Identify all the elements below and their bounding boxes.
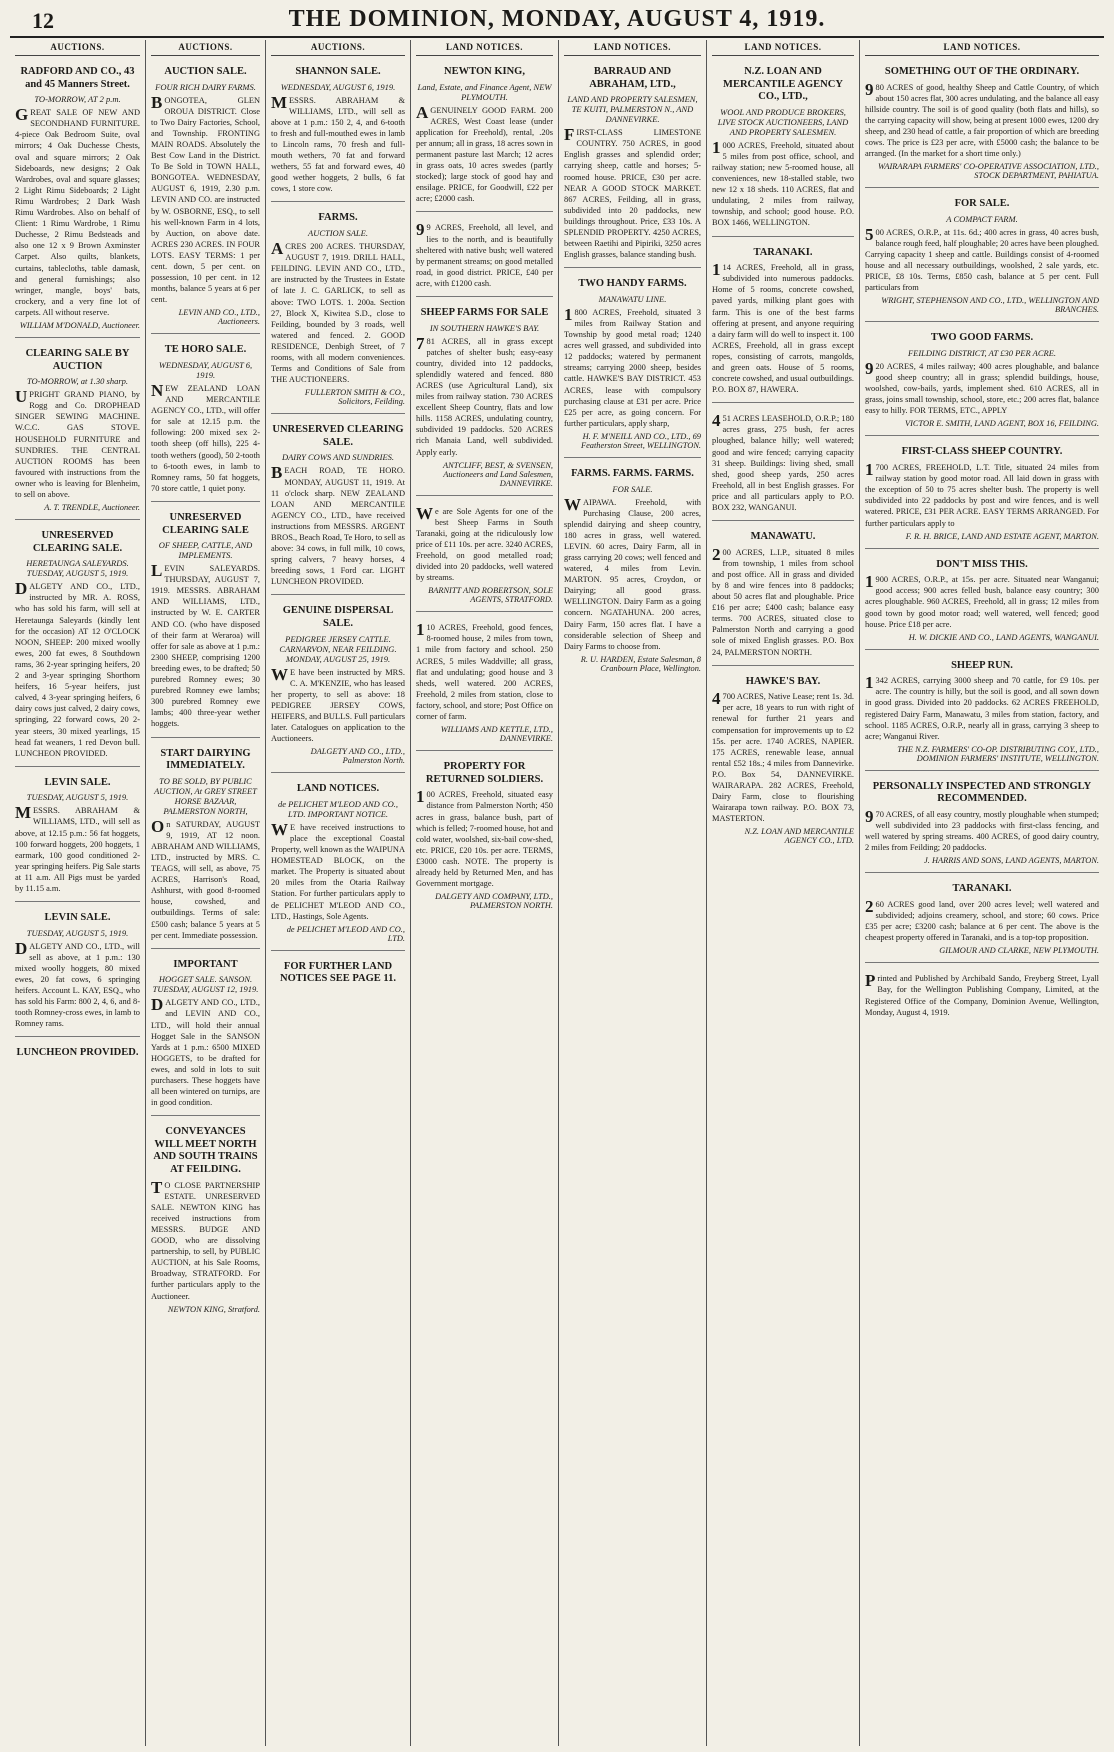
ad-body-text: WE have received instructions to place the exceptional Coastal Property, well known as the WAIPUNA HOMESTEAD BLOCK, on the market. The Property is situated about 20 miles from the Otaria Railway Station. For further particulars apply to de PELICHET M'LEOD AND CO., LTD., Hastings, Sole Agents.: [271, 819, 405, 921]
advertisement: [416, 502, 553, 613]
advertisement: [151, 1122, 260, 1320]
ad-body-text: AGENUINELY GOOD FARM. 200 ACRES, West Coast lease (under application for Freehold), rental, .20s per annum; all in grass, 18 acres sown in permanent pasture last March; 12 acres in grass oats, 10 acres swedes (partly stocked); large stock of good hay and ensilage. PRICE, for Goodwill, £22 per acre; £2000 cash.: [416, 102, 553, 204]
ad-headline: SOMETHING OUT OF THE ORDINARY.: [884, 66, 1080, 77]
ad-signature: LEVIN AND CO., LTD., Auctioneers.: [178, 308, 260, 327]
ad-headline: TARANAKI.: [753, 246, 813, 258]
ad-body-text: MESSRS. ABRAHAM & WILLIAMS, LTD., will sell as above at 1 p.m.: 150 2, 4, and 6-tooth to fresh and full-mouthed ewes in lamb to Lincoln rams, 70 fresh and full-mouth wethers, 70 fat and forward wethers, 55 fat and forward ewes, 40 good wether hoggets, 2 bulls, 6 fat cows, 1 store cow.: [271, 92, 405, 194]
ad-signature: WILLIAM M'DONALD, Auctioneer.: [19, 320, 140, 330]
advertisement: [151, 340, 260, 502]
ad-signature: DALGETY AND CO., LTD., Palmerston North.: [310, 747, 405, 766]
advertisement: [15, 773, 140, 902]
masthead: [10, 6, 1104, 38]
ad-headline: TE HORO SALE.: [164, 344, 247, 356]
ad-body-text: DALGETY AND CO., LTD., will sell as above, at 1 p.m.: 130 mixed woolly hoggets, 80 mixed ewes, 20 fat cows, 6 springing heifers. Account L. KAY, ESQ., who has sold his Farm: 800 2, 4, 6, and 8-tooth Romney-cross ewes, in lamb to Romney rams.: [15, 938, 140, 1029]
ad-body-text: ACRES 200 ACRES. THURSDAY, AUGUST 7, 1919. DRILL HALL, FEILDING. LEVIN AND CO., LTD., are instructed by the Trustees in Estate of late J. C. GARLICK, to sell as above: TWO LOTS. 1. 200a. Section 27, Block X, Kiwitea S.D., close to Feilding, bounded by 3 roads, well watered and fenced. 2. GOOD RESIDENCE, Denbigh Street, of 7 rooms, with all modern conveniences. Terms and Conditions of Sale from THE AUCTIONEERS.: [271, 239, 405, 385]
ad-body-text: NEW ZEALAND LOAN AND MERCANTILE AGENCY CO., LTD., will offer for sale at 12.15 p.m. the following: 200 mixed sex 2-tooth sheep (off hills), 225 4-tooth wethers (good), 50 2-tooth to 6-tooth ewes, in lamb to Romney rams, 50 fat hoggets, 70 store cattle, 1 quiet pony.: [151, 380, 260, 493]
ad-headline: TWO HANDY FARMS.: [578, 278, 687, 290]
ad-subheading: HERETAUNGA SALEYARDS. TUESDAY, AUGUST 5, 1919.: [26, 558, 129, 579]
ad-body-text: 1700 ACRES, FREEHOLD, L.T. Title, situated 24 miles from railway station by good motor road. All laid down in grass with the exception of 50 to 75 acres shelter bush. The property is well subdivided into 22 paddocks by post and wire fences, and is well watered. PRICE, £31 PER ACRE. EASY TERMS ARRANGED. For further particulars apply to: [865, 460, 1099, 528]
ad-body-text: 500 ACRES, O.R.P., at 11s. 6d.; 400 acres in grass, 40 acres bush, balance rough feed, half ploughable; 20 acres have been ploughed. Carrying capacity 1 sheep and cattle. Buildings consist of 4-roomed house and all necessary outbuildings, woolshed, 2 sale yards, etc. PRICE, £8 10s. Terms, £850 cash, balance at 5 per cent. Full particulars from: [865, 224, 1099, 293]
column-heading: LAND NOTICES.: [712, 40, 854, 56]
ad-headline: FOR FURTHER LAND NOTICES SEE PAGE 11.: [280, 960, 396, 985]
advertisement: [564, 62, 701, 268]
ad-body-text: FIRST-CLASS LIMESTONE COUNTRY. 750 ACRES, in good English grasses and splendid order; carrying sheep, cattle and horses; 5-roomed house. PRICE, £30 per acre. NEAR A GOOD STOCK MARKET. 867 ACRES, Feilding, all in grass, subdivided into 20 paddocks, new buildings throughout. Price, £33 10s. A SPLENDID PROPERTY. 4250 ACRES, between Raetihi and Pipiriki, 3250 acres English grasses, balance standing bush.: [564, 125, 701, 260]
ad-signature: H. F. M'NEILL AND CO., LTD., 69 Featherston Street, WELLINGTON.: [580, 431, 701, 450]
ad-body-text: MESSRS. ABRAHAM & WILLIAMS, LTD., will sell as above, at 12.15 p.m.: 56 fat hoggets, 100 forward hoggets, 200 hoggets, 1 earmark, 100 good conditioned 2-year springing heifers. Pig Sale starts at 11 a.m. All Pigs must be yarded by 11.15 a.m.: [15, 803, 140, 894]
ad-body-text: UPRIGHT GRAND PIANO, by Rogg and Co. DROPHEAD SINGER SEWING MACHINE. W.C.C. GAS STOVE. HOUSEHOLD FURNITURE and SUNDRIES. THE CENTRAL AUCTION ROOMS has been favoured with instructions from the owner who is leaving for Blenheim, to sell on above.: [15, 387, 140, 499]
ad-body-text: TO CLOSE PARTNERSHIP ESTATE. UNRESERVED SALE. NEWTON KING has received instructions from MESSRS. BUDGE AND GOOD, who are dissolving partnership, to sell, by PUBLIC AUCTION, at his Sale Rooms, Broadway, STRATFORD. For further particulars apply to the Auctioneer.: [151, 1177, 260, 1301]
advertisement: [865, 328, 1099, 436]
ad-signature: DALGETY AND COMPANY, LTD., PALMERSTON NORTH.: [435, 892, 553, 911]
advertisement: [15, 62, 140, 338]
advertisement: [271, 62, 405, 202]
column-heading: LAND NOTICES.: [416, 40, 553, 56]
ad-body-text: 114 ACRES, Freehold, all in grass, subdivided into numerous paddocks. Home of 5 rooms, concrete cowshed, paved yards, milking plant goes with farm. This is one of the best farms offering at present, and anyone requiring a dairy farm will do well to inspect it. 100 ACRES, Freehold, all in grass except ropes, consisting of carrots, mangolds, and green oats. House of 5 rooms, concrete cowshed, and usual outbuildings. P.O. BOX 87, HAWERA.: [712, 260, 854, 395]
ad-body-text: 1000 ACRES, Freehold, situated about 5 miles from post office, school, and railway station; new 5-roomed house, all conveniences, new 18-stalled stable, two new 12 x 18 sheds. 110 ACRES, flat and undulating, 2 miles from railway, township, and school; good house. P.O. BOX 1466, WELLINGTON.: [712, 137, 854, 228]
ad-subheading: TUESDAY, AUGUST 5, 1919.: [26, 792, 129, 803]
ad-signature: WRIGHT, STEPHENSON AND CO., LTD., WELLINGTON AND BRANCHES.: [881, 296, 1099, 315]
ad-signature: J. HARRIS AND SONS, LAND AGENTS, MARTON.: [924, 856, 1099, 866]
ad-subheading: LAND AND PROPERTY SALESMEN, TE KUITI, PALMERSTON N., AND DANNEVIRKE.: [567, 94, 698, 125]
ad-signature: THE N.Z. FARMERS' CO-OP. DISTRIBUTING COY., LTD., DOMINION FARMERS' INSTITUTE, WELLINGTON.: [897, 744, 1099, 763]
column-heading: LAND NOTICES.: [564, 40, 701, 56]
column-6: [707, 40, 860, 1746]
advertisement: [271, 957, 405, 996]
ad-subheading: IN SOUTHERN HAWKE'S BAY.: [429, 322, 540, 333]
advertisement: [564, 274, 701, 458]
advertisement: [865, 442, 1099, 548]
ad-body-text: GREAT SALE OF NEW AND SECONDHAND FURNITURE. 4-piece Oak Bedroom Suite, oval mirrors; 4 Oak Duchesse Chests, oval and square mirrors; 2 Oak Sideboards, new designs; 2 Oak Wardrobes, oval and square glasses; 2 Light Rimu Sideboards; 2 Light Rimu Wardrobes; 2 Dark Wash Rimu Wardrobes. Also on behalf of Client: 1 Rimu Wardrobe, 1 Rimu Duchesse, 2 Rimu Bedsteads and also one 12 x 9 Brown Axminster Carpet. Also quilts, blankets, curtains, tablecloths, table damask, and general furnishings; also wringer, mangle, boys' bats, crockery, and a very fine lot of carpets. All without reserve.: [15, 105, 140, 317]
ad-subheading: TUESDAY, AUGUST 5, 1919.: [26, 927, 129, 938]
ad-body-text: 1342 ACRES, carrying 3000 sheep and 70 cattle, for £9 10s. per acre. The country is hilly, but the soil is good, and all sown down in good grass. Divided into 20 paddocks. 62 ACRES FREEHOLD, registered Dairy Farm, Manawatu, 3 miles from station, factory, and school. 1185 ACRES, O.R.P., nearly all in grass, carrying 3 sheep to acre; Wanganui River.: [865, 673, 1099, 741]
ad-signature: R. U. HARDEN, Estate Salesman, 8 Cranbourn Place, Wellington.: [580, 654, 701, 673]
ad-headline: N.Z. LOAN AND MERCANTILE AGENCY CO., LTD.,: [723, 66, 843, 103]
advertisement: [151, 62, 260, 334]
ad-body-text: 970 ACRES, of all easy country, mostly ploughable when stumped; well subdivided into 23 paddocks with first-class fencing, and well watered by spring streams. 400 ACRES, of good dairy country, 2 miles from Feilding; 20 paddocks.: [865, 807, 1099, 853]
ad-headline: DON'T MISS THIS.: [936, 558, 1028, 570]
ad-subheading: OF SHEEP, CATTLE, AND IMPLEMENTS.: [158, 540, 253, 561]
ad-body-text: Printed and Published by Archibald Sando, Freyberg Street, Lyall Bay, for the Wellington Publishing Company, Limited, at the Registered Office of the Company, Dominion Avenue, Wellington, Monday, August 4, 1919.: [865, 971, 1099, 1017]
advertisement: [865, 555, 1099, 650]
ad-body-text: 4700 ACRES, Native Lease; rent 1s. 3d. per acre, 18 years to run with right of renewal for further 21 years and compensation for improvements up to £2 15s. per acre. 1740 ACRES, NAPIER. 175 ACRES, renewable lease, annual rental £52 18s.; 4 miles from Dannevirke. P.O. Box 54, DANNEVIRKE. WAIRARAPA. 282 ACRES, Freehold, Dairy Farm, close to flourishing Wairarapa town railway. P.O. BOX 73, MASTERTON.: [712, 689, 854, 824]
ad-body-text: DALGETY AND CO., LTD., and LEVIN AND CO., LTD., will hold their annual Hogget Sale in the SANSON Yards at 1 p.m.: 6500 MIXED HOGGETS, to be drafted for ewes, and sold in lots to suit purchasers. These hoggets have all been wintered on turnips, are in good condition.: [151, 995, 260, 1108]
ad-subheading: HOGGET SALE. SANSON. TUESDAY, AUGUST 12, 1919.: [152, 974, 259, 995]
ad-body-text: 980 ACRES of good, healthy Sheep and Cattle Country, of which about 150 acres flat, 300 acres undulating, and the balance all easy hillside country. The soil is of good quality (both flats and hills), so the carrying capacity will show, being at present 1000 ewes, 1200 dry sheep, and 230 head of cattle, a fair proportion of which are breeding cows. The price is £23 per acre, with £5000 cash; the balance to be arranged. (In the market for a short time only.): [865, 79, 1099, 159]
column-4: [411, 40, 559, 1746]
ad-signature: H. W. DICKIE AND CO., LAND AGENTS, WANGANUI.: [908, 632, 1099, 642]
ad-signature: FULLERTON SMITH & CO., Solicitors, Feilding.: [304, 388, 405, 407]
column-3: [266, 40, 411, 1746]
column-heading: LAND NOTICES.: [865, 40, 1099, 56]
ad-headline: BARRAUD AND ABRAHAM, LTD.,: [589, 66, 676, 90]
advertisement: [865, 969, 1099, 1024]
ad-signature: NEWTON KING, Stratford.: [167, 1304, 260, 1314]
ad-headline: MANAWATU.: [750, 531, 816, 543]
ad-body-text: 100 ACRES, Freehold, situated easy distance from Palmerston North; 450 acres in grass, balance bush, part of which is felled; 7-roomed house, hot and cold water, woolshed, six-bail cow-shed, etc. PRICE, £20 10s. per acre. TERMS, £3000 cash. NOTE. The property is already held by Returned Men, and has Government mortgage.: [416, 787, 553, 889]
ad-headline: CONVEYANCES WILL MEET NORTH AND SOUTH TRAINS AT FEILDING.: [153, 1126, 258, 1176]
advertisement: [865, 62, 1099, 188]
ad-subheading: FEILDING DISTRICT, AT £30 PER ACRE.: [907, 348, 1057, 358]
ad-subheading: TO-MORROW, at 1.30 sharp.: [26, 376, 129, 387]
ad-subheading: Land, Estate, and Finance Agent, NEW PLYMOUTH.: [417, 81, 552, 102]
ad-signature: ANTCLIFF, BEST, & SVENSEN, Auctioneers and Land Salesmen, DANNEVIRKE.: [443, 460, 553, 488]
ad-body-text: 260 ACRES good land, over 200 acres level; well watered and subdivided; adjoins creamery, school, and store; 60 cows. Price £35 per acre; £3200 cash; balance at 6 per cent. The above is the cheapest property offered in Taranaki, and is a top-top proposition.: [865, 897, 1099, 943]
ad-headline: TARANAKI.: [952, 883, 1012, 895]
advertisement: [865, 194, 1099, 322]
ad-headline: PERSONALLY INSPECTED AND STRONGLY RECOMMENDED.: [872, 780, 1092, 805]
ad-subheading: TO-MORROW, AT 2 p.m.: [34, 94, 121, 105]
column-1: [10, 40, 146, 1746]
ad-headline: RADFORD AND CO., 43 and 45 Manners Street.: [20, 66, 135, 90]
ad-signature: F. R. H. BRICE, LAND AND ESTATE AGENT, MARTON.: [905, 531, 1099, 541]
ad-body-text: 1800 ACRES, Freehold, situated 3 miles from Railway Station and Township by good metal road; 1240 acres well grassed, and subdivided into 12 paddocks; watered by permanent streams; carrying 2000 sheep, besides cattle. HAWKE'S BAY DISTRICT. 453 ACRES, lease with compulsory purchasing clause at £31 per acre. Price £25 per acre, as going concern. For further particulars, apply sharp,: [564, 304, 701, 428]
ad-body-text: 781 ACRES, all in grass except patches of shelter bush; easy-easy country, divided into 12 paddocks, splendidly watered and fenced. 880 ACRES (use Agricultural Land), six miles from railway station. 730 ACRES excellent Sheep Country, flats and low hills. 1158 ACRES, undulating country, subdivided 19 paddocks. 520 ACRES rich Manaia Land, well subdivided. Apply early.: [416, 333, 553, 457]
advertisement: [15, 1043, 140, 1070]
ad-subheading: MANAWATU LINE.: [598, 293, 667, 304]
advertisement: [151, 955, 260, 1117]
ad-body-text: LEVIN SALEYARDS. THURSDAY, AUGUST 7, 1919. MESSRS. ABRAHAM AND WILLIAMS, LTD., instructed by W. E. CARTER AND CO. (who have disposed of their farm at Weraroa) will offer for sale as above at 1 p.m.: 2300 SHEEP, comprising 1200 breeding ewes, to be drafted; 50 purebred Romney ewes; 30 purebred Romney ewe lambs; 300 purebred Romney ewe lambs; 400 three-year wether hoggets.: [151, 561, 260, 729]
newspaper-title: THE DOMINION, MONDAY, AUGUST 4, 1919.: [288, 6, 826, 32]
ad-subheading: FOR SALE.: [612, 483, 653, 494]
newspaper-columns: [10, 40, 1104, 1746]
ad-subheading: de PELICHET M'LEOD AND CO., LTD. IMPORTANT NOTICE.: [277, 798, 399, 819]
advertisement: [151, 744, 260, 949]
ad-headline: IMPORTANT: [173, 958, 238, 970]
ad-headline: SHEEP FARMS FOR SALE: [420, 307, 549, 318]
ad-headline: UNRESERVED CLEARING SALE.: [32, 530, 123, 554]
advertisement: [865, 777, 1099, 874]
advertisement: [271, 779, 405, 950]
ad-subheading: DAIRY COWS AND SUNDRIES.: [281, 452, 395, 463]
ad-body-text: BONGOTEA, GLEN OROUA DISTRICT. Close to Two Dairy Factories, School, and Township. FRONTING MAIN ROADS. Absolutely the Best Cow Land in the District. To Be Sold in TOWN HALL, BONGOTEA. WEDNESDAY, AUGUST 6, 1919, 2.30 p.m. LEVIN AND CO. are instructed by W. OSBORNE, ESQ., to sell his well-known Farm in 4 lots, by Auction, on above date. ACRES 230 ACRES. IN FOUR LOTS. EASY TERMS: 1 per cent. down, 5 per cent. on possession, 10 per cent. in 12 months, balance 5 years at 6 per cent.: [151, 92, 260, 305]
ad-subheading: WOOL AND PRODUCE BROKERS, LIVE STOCK AUCTIONEERS, LAND AND PROPERTY SALESMEN.: [717, 106, 849, 137]
ad-headline: CLEARING SALE BY AUCTION: [25, 347, 130, 372]
ad-signature: WILLIAMS AND KETTLE, LTD., DANNEVIRKE.: [440, 725, 553, 744]
ad-headline: LEVIN SALE.: [44, 912, 111, 924]
ad-subheading: PEDIGREE JERSEY CATTLE. CARNARVON, NEAR FEILDING. MONDAY, AUGUST 25, 1919.: [279, 633, 397, 664]
column-5: [559, 40, 707, 1746]
ad-subheading: WEDNESDAY, AUGUST 6, 1919.: [158, 359, 253, 380]
advertisement: [15, 908, 140, 1037]
advertisement: [271, 208, 405, 414]
page-number: 12: [32, 8, 54, 33]
ad-headline: LUNCHEON PROVIDED.: [16, 1047, 139, 1059]
ad-signature: VICTOR E. SMITH, LAND AGENT, BOX 16, FEILDING.: [904, 419, 1099, 429]
ad-headline: PROPERTY FOR RETURNED SOLDIERS.: [425, 761, 544, 785]
advertisement: [15, 526, 140, 767]
ad-headline: LAND NOTICES.: [296, 783, 380, 795]
ad-headline: SHEEP RUN.: [951, 659, 1013, 671]
ad-headline: AUCTION SALE.: [164, 66, 247, 77]
ad-signature: BARNITT AND ROBERTSON, SOLE AGENTS, STRATFORD.: [428, 586, 553, 605]
ad-headline: FOR SALE.: [954, 198, 1010, 210]
ad-body-text: On SATURDAY, AUGUST 9, 1919, AT 12 noon. ABRAHAM AND WILLIAMS, LTD., instructed by MRS. C. TEAGS, will sell, as above, 75 ACRES, Harrison's Road, Ashhurst, with good 8-roomed house, cowshed, and outbuildings. Terms of sale: £500 cash; balance 5 years at 5 per cent. Immediate possession.: [151, 816, 260, 940]
ad-headline: UNRESERVED CLEARING SALE.: [272, 424, 404, 448]
column-2: [146, 40, 266, 1746]
column-heading: AUCTIONS.: [15, 40, 140, 56]
ad-headline: FARMS.: [318, 212, 358, 224]
ad-subheading: WEDNESDAY, AUGUST 6, 1919.: [280, 81, 396, 92]
column-7: [860, 40, 1104, 1746]
column-heading: AUCTIONS.: [271, 40, 405, 56]
ad-body-text: DALGETY AND CO., LTD., instructed by MR. A. ROSS, who has sold his farm, will sell at Heretaunga Saleyards (kindly lent for the occasion) AT 12 O'CLOCK NOON, SHEEP: 200 mixed woolly ewes, 200 fat ewes, 8 Southdown rams, 36 2-year springing heifers, 20 2 and 3-year springing Shorthorn heifers, 16 5-year heifers, just calved, 4 3-year springing heifers, 6 dairy cows just calved, 2 dairy cows, springing, 22 forward cows, 20 2-year steers, 30 mixed yearlings, 15 head fat weaners, 1 red Devon bull. LUNCHEON PROVIDED.: [15, 579, 140, 758]
advertisement: [712, 527, 854, 666]
advertisement: [15, 344, 140, 520]
ad-headline: GENUINE DISPERSAL SALE.: [282, 605, 394, 630]
ad-headline: UNRESERVED CLEARING SALE: [162, 511, 249, 536]
advertisement: [271, 420, 405, 595]
ad-subheading: A COMPACT FARM.: [946, 213, 1018, 224]
ad-body-text: 110 ACRES, Freehold, good fences, 8-roomed house, 2 miles from town, 1 mile from factory and school. 250 ACRES, 5 miles Waddville; all grass, flat and undulating; good house and 3 sheds, well watered. 200 ACRES, Freehold, 2 miles from station, close to factory, school, and store; Post Office on corner of farm.: [416, 620, 553, 722]
ad-headline: HAWKE'S BAY.: [745, 675, 821, 687]
advertisement: [712, 409, 854, 521]
ad-body-text: 99 ACRES, Freehold, all level, and lies to the north, and is beautifully sheltered with native bush; well watered by permanent streams; on good metalled road, in good district. PRICE, £40 per acre, with £1200 cash.: [416, 220, 553, 288]
ad-body-text: We are Sole Agents for one of the best Sheep Farms in South Taranaki, going at the ridiculously low price of £11 10s. per acre. 3240 ACRES, Freehold, on good metalled road; divided into 20 paddocks, well watered by streams.: [416, 503, 553, 583]
ad-headline: LEVIN SALE.: [44, 776, 111, 788]
ad-body-text: 920 ACRES, 4 miles railway; 400 acres ploughable, and balance good sheep country; all in grass; splendid buildings, house, woolshed, cow-bails, yards, implement shed. 610 ACRES, all in grass, joins small township, school, store, etc.; 200 acres flat, balance easy to hilly. FOR TERMS, ETC., APPLY: [865, 359, 1099, 416]
advertisement: [865, 656, 1099, 771]
advertisement: [712, 243, 854, 404]
ad-headline: NEWTON KING,: [444, 66, 525, 77]
advertisement: [416, 757, 553, 917]
advertisement: [416, 218, 553, 297]
advertisement: [416, 303, 553, 496]
ad-body-text: 200 ACRES, L.I.P., situated 8 miles from township, 1 miles from school and post office. All in grass and divided by 8 and wire fences into 8 paddocks; about 50 acres flat and ploughable. Price £16 per acre; £400 cash; balance easy terms. 700 ACRES, situated close to Palmerston North and carrying a good sole of mixed English grasses. P.O. Box 24, PALMERSTON NORTH.: [712, 544, 854, 657]
ad-headline: FIRST-CLASS SHEEP COUNTRY.: [901, 446, 1063, 458]
advertisement: [416, 618, 553, 751]
ad-headline: TWO GOOD FARMS.: [930, 332, 1034, 344]
advertisement: [712, 62, 854, 237]
advertisement: [865, 879, 1099, 963]
ad-body-text: WE have been instructed by MRS. C. A. M'KENZIE, who has leased her property, to sell as above: 18 PEDIGREE JERSEY COWS, HEIFERS, and BULLS. Full particulars later. Catalogues on application to the Auctioneers.: [271, 664, 405, 744]
column-heading: AUCTIONS.: [151, 40, 260, 56]
ad-subheading: TO BE SOLD, BY PUBLIC AUCTION, At GREY STREET HORSE BAZAAR, PALMERSTON NORTH,: [154, 775, 257, 816]
advertisement: [564, 464, 701, 680]
advertisement: [416, 62, 553, 212]
ad-subheading: FOUR RICH DAIRY FARMS.: [155, 81, 256, 92]
advertisement: [712, 672, 854, 853]
ad-subheading: AUCTION SALE.: [308, 228, 368, 239]
ad-headline: SHANNON SALE.: [295, 66, 381, 77]
ad-body-text: BEACH ROAD, TE HORO. MONDAY, AUGUST 11, 1919. At 11 o'clock sharp. NEW ZEALAND LOAN AND MERCANTILE AGENCY CO., LTD., have received instructions from MESSRS. ARGENT BROS., Beach Road, Te Horo, to sell as above: 34 cows, in full milk, 10 cows, spring calvers, 7 heavy horses, 4 breeding sows, 1 Ford car. LIGHT LUNCHEON PROVIDED.: [271, 463, 405, 587]
ad-signature: WAIRARAPA FARMERS' CO-OPERATIVE ASSOCIATION, LTD., STOCK DEPARTMENT, PAHIATUA.: [877, 162, 1099, 181]
advertisement: [271, 601, 405, 773]
ad-body-text: 1900 ACRES, O.R.P., at 15s. per acre. Situated near Wanganui; good access; 900 acres felled bush, balance easy country; 300 acres ploughable. 960 ACRES, Freehold, all in grass; 12 miles from good town by good motor road; well watered, well fenced; good house. Price £18 per acre.: [865, 572, 1099, 629]
ad-headline: START DAIRYING IMMEDIATELY.: [160, 747, 251, 772]
ad-body-text: WAIPAWA. Freehold, with Purchasing Clause, 200 acres, splendid dairying and sheep country, 180 acres in grass, well watered. LEVIN. 60 acres, Dairy Farm, all in grass carrying 20 cows; well fenced and watered, 4 miles from Levin. MARTON. 95 acres, Croydon, or Dairying; all good grass. WELLINGTON. Dairy Farm as a going concern. NGATAHUNA. 200 acres, Dairy Farm, 150 acres flat. I have a considerable selection of Sheep and Dairy Farms to choose from.: [564, 494, 701, 651]
ad-signature: N.Z. LOAN AND MERCANTILE AGENCY CO., LTD.: [744, 827, 854, 846]
ad-signature: GILMOUR AND CLARKE, NEW PLYMOUTH.: [939, 946, 1099, 956]
ad-headline: FARMS. FARMS. FARMS.: [571, 467, 694, 479]
ad-signature: A. T. TRENDLE, Auctioneer.: [44, 503, 140, 513]
advertisement: [151, 508, 260, 738]
ad-signature: de PELICHET M'LEOD AND CO., LTD.: [286, 924, 405, 943]
ad-body-text: 451 ACRES LEASEHOLD, O.R.P.; 180 acres grass, 275 bush, fer acres ploughed, balance hilly; well watered; good and wire fenced; carrying capacity 31 sheep. Buildings: living shed, small shed, good sheep yards, 250 acres Freehold, all in best English grasses. For price and all particulars apply to P.O. BOX 232, WANGANUI.: [712, 411, 854, 512]
